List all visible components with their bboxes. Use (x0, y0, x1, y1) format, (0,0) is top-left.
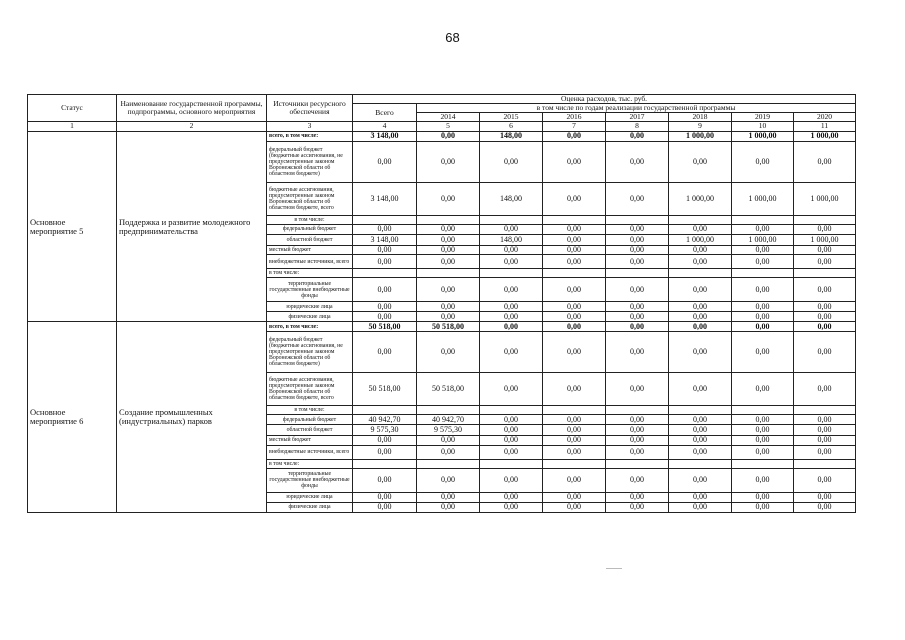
year-value-cell: 0,00 (480, 492, 543, 502)
funding-source-cell: физические лица (267, 502, 353, 512)
funding-source-cell: всего, в том числе: (267, 322, 353, 332)
year-value-cell: 0,00 (417, 445, 480, 459)
year-value-cell: 0,00 (732, 425, 794, 436)
year-value-cell: 9 575,30 (417, 425, 480, 436)
year-value-cell: 0,00 (543, 492, 606, 502)
total-value-cell: 9 575,30 (353, 425, 417, 436)
year-value-cell: 0,00 (606, 302, 669, 312)
year-value-cell: 0,00 (606, 224, 669, 234)
column-number: 9 (669, 121, 732, 131)
total-value-cell: 0,00 (353, 468, 417, 492)
year-value-cell: 0,00 (543, 312, 606, 322)
header-year: 2018 (669, 113, 732, 122)
table-row (28, 322, 856, 332)
total-value-cell: 3 148,00 (353, 182, 417, 215)
year-value-cell: 1 000,00 (794, 131, 856, 141)
year-value-cell (669, 269, 732, 278)
header-year: 2019 (732, 113, 794, 122)
year-value-cell (543, 459, 606, 468)
year-value-cell: 0,00 (669, 373, 732, 406)
measure-name-cell: Поддержка и развитие молодежного предпринимательства (117, 131, 267, 321)
year-value-cell: 0,00 (669, 468, 732, 492)
year-value-cell: 0,00 (543, 373, 606, 406)
total-value-cell: 0,00 (353, 502, 417, 512)
year-value-cell: 0,00 (732, 278, 794, 302)
year-value-cell: 0,00 (732, 468, 794, 492)
header-year: 2020 (794, 113, 856, 122)
year-value-cell (543, 269, 606, 278)
year-value-cell: 0,00 (794, 425, 856, 436)
year-value-cell: 0,00 (669, 445, 732, 459)
year-value-cell (669, 459, 732, 468)
year-value-cell: 0,00 (417, 468, 480, 492)
year-value-cell: 148,00 (480, 234, 543, 245)
year-value-cell: 0,00 (543, 278, 606, 302)
year-value-cell: 40 942,70 (417, 415, 480, 425)
total-value-cell (353, 215, 417, 224)
year-value-cell (480, 269, 543, 278)
year-value-cell (417, 459, 480, 468)
total-value-cell: 0,00 (353, 436, 417, 445)
year-value-cell: 0,00 (669, 332, 732, 373)
year-value-cell (732, 269, 794, 278)
funding-source-cell: федеральный бюджет (267, 415, 353, 425)
year-value-cell (732, 406, 794, 415)
year-value-cell: 0,00 (543, 502, 606, 512)
page-number: 68 (445, 30, 460, 45)
funding-source-cell: областной бюджет (267, 234, 353, 245)
year-value-cell: 0,00 (480, 255, 543, 269)
year-value-cell: 0,00 (669, 278, 732, 302)
year-value-cell: 148,00 (480, 131, 543, 141)
year-value-cell: 0,00 (543, 224, 606, 234)
year-value-cell: 0,00 (417, 278, 480, 302)
funding-source-cell: юридические лица (267, 302, 353, 312)
total-value-cell: 0,00 (353, 245, 417, 254)
header-year: 2017 (606, 113, 669, 122)
year-value-cell: 0,00 (606, 373, 669, 406)
year-value-cell (794, 406, 856, 415)
column-number: 11 (794, 121, 856, 131)
column-number: 7 (543, 121, 606, 131)
year-value-cell: 148,00 (480, 182, 543, 215)
scan-mark (606, 568, 622, 569)
funding-source-cell: федеральный бюджет (бюджетные ассигнования, не предусмотренные законом Воронежской области об областном бюджете) (267, 141, 353, 182)
year-value-cell: 0,00 (606, 234, 669, 245)
year-value-cell: 1 000,00 (794, 182, 856, 215)
year-value-cell: 0,00 (417, 131, 480, 141)
year-value-cell: 0,00 (732, 141, 794, 182)
total-value-cell: 0,00 (353, 332, 417, 373)
year-value-cell: 0,00 (480, 312, 543, 322)
funding-source-cell: внебюджетные источники, всего (267, 445, 353, 459)
year-value-cell: 0,00 (480, 373, 543, 406)
year-value-cell: 0,00 (669, 141, 732, 182)
header-year: 2015 (480, 113, 543, 122)
total-value-cell: 0,00 (353, 141, 417, 182)
year-value-cell: 0,00 (606, 332, 669, 373)
year-value-cell: 0,00 (480, 445, 543, 459)
year-value-cell: 0,00 (543, 436, 606, 445)
year-value-cell: 0,00 (669, 312, 732, 322)
year-value-cell: 0,00 (794, 224, 856, 234)
year-value-cell (606, 215, 669, 224)
year-value-cell: 0,00 (794, 141, 856, 182)
funding-source-cell: в том числе: (267, 269, 353, 278)
funding-source-cell: территориальные государственные внебюджетные фонды (267, 468, 353, 492)
measure-name-cell: Создание промышленных (индустриальных) парков (117, 322, 267, 512)
total-value-cell: 0,00 (353, 224, 417, 234)
year-value-cell: 0,00 (794, 502, 856, 512)
year-value-cell: 0,00 (732, 224, 794, 234)
header-year: 2014 (417, 113, 480, 122)
funding-source-cell: юридические лица (267, 492, 353, 502)
year-value-cell: 0,00 (480, 425, 543, 436)
year-value-cell: 0,00 (480, 436, 543, 445)
header-name: Наименование государственной программы, подпрограммы, основного мероприятия (117, 95, 267, 122)
year-value-cell (794, 215, 856, 224)
funding-source-cell: местный бюджет (267, 245, 353, 254)
year-value-cell: 0,00 (669, 425, 732, 436)
year-value-cell: 0,00 (417, 245, 480, 254)
year-value-cell (606, 459, 669, 468)
year-value-cell: 0,00 (794, 415, 856, 425)
year-value-cell: 0,00 (606, 278, 669, 302)
year-value-cell: 0,00 (417, 312, 480, 322)
column-number: 4 (353, 121, 417, 131)
funding-source-cell: федеральный бюджет (бюджетные ассигнования, не предусмотренные законом Воронежской области об областном бюджете) (267, 332, 353, 373)
year-value-cell: 0,00 (606, 502, 669, 512)
year-value-cell: 0,00 (794, 492, 856, 502)
total-value-cell: 0,00 (353, 312, 417, 322)
year-value-cell: 0,00 (606, 255, 669, 269)
year-value-cell: 0,00 (417, 141, 480, 182)
year-value-cell (417, 269, 480, 278)
year-value-cell: 1 000,00 (732, 131, 794, 141)
header-total: Всего (353, 104, 417, 122)
total-value-cell: 50 518,00 (353, 373, 417, 406)
funding-source-cell: федеральный бюджет (267, 224, 353, 234)
funding-source-cell: бюджетные ассигнования, предусмотренные законом Воронежской области об областном бюджете, всего (267, 182, 353, 215)
year-value-cell: 0,00 (417, 492, 480, 502)
funding-source-cell: в том числе: (267, 459, 353, 468)
year-value-cell: 0,00 (417, 502, 480, 512)
year-value-cell: 0,00 (794, 245, 856, 254)
column-number: 1 (28, 121, 117, 131)
year-value-cell: 0,00 (669, 502, 732, 512)
year-value-cell: 0,00 (543, 141, 606, 182)
year-value-cell: 0,00 (606, 141, 669, 182)
year-value-cell: 0,00 (606, 322, 669, 332)
header-source: Источники ресурсного обеспечения (267, 95, 353, 122)
year-value-cell: 0,00 (543, 332, 606, 373)
year-value-cell: 0,00 (543, 234, 606, 245)
year-value-cell: 0,00 (480, 322, 543, 332)
total-value-cell: 0,00 (353, 492, 417, 502)
header-estimate: Оценка расходов, тыс. руб. (353, 95, 856, 104)
year-value-cell: 0,00 (732, 415, 794, 425)
table-body (28, 131, 856, 512)
year-value-cell (669, 215, 732, 224)
year-value-cell: 0,00 (606, 492, 669, 502)
year-value-cell: 0,00 (732, 312, 794, 322)
year-value-cell: 0,00 (480, 278, 543, 302)
year-value-cell: 0,00 (732, 502, 794, 512)
total-value-cell: 0,00 (353, 445, 417, 459)
year-value-cell: 0,00 (794, 278, 856, 302)
year-value-cell (417, 215, 480, 224)
year-value-cell: 50 518,00 (417, 373, 480, 406)
year-value-cell: 0,00 (543, 322, 606, 332)
year-value-cell: 0,00 (732, 322, 794, 332)
year-value-cell: 0,00 (732, 492, 794, 502)
year-value-cell: 0,00 (480, 141, 543, 182)
year-value-cell: 50 518,00 (417, 322, 480, 332)
year-value-cell: 0,00 (480, 502, 543, 512)
header-year: 2016 (543, 113, 606, 122)
column-number: 3 (267, 121, 353, 131)
year-value-cell: 0,00 (669, 245, 732, 254)
funding-source-cell: физические лица (267, 312, 353, 322)
header-by-years: в том числе по годам реализации государственной программы (417, 104, 856, 113)
column-number: 5 (417, 121, 480, 131)
total-value-cell: 3 148,00 (353, 131, 417, 141)
year-value-cell: 0,00 (543, 302, 606, 312)
year-value-cell: 0,00 (606, 415, 669, 425)
year-value-cell: 0,00 (543, 255, 606, 269)
year-value-cell: 0,00 (417, 224, 480, 234)
status-cell: Основное мероприятие 5 (28, 131, 117, 321)
status-cell: Основное мероприятие 6 (28, 322, 117, 512)
total-value-cell (353, 269, 417, 278)
year-value-cell (732, 459, 794, 468)
year-value-cell: 0,00 (417, 182, 480, 215)
year-value-cell: 0,00 (606, 245, 669, 254)
year-value-cell: 1 000,00 (732, 182, 794, 215)
year-value-cell (543, 406, 606, 415)
year-value-cell: 0,00 (732, 302, 794, 312)
year-value-cell: 0,00 (732, 255, 794, 269)
column-number: 10 (732, 121, 794, 131)
column-number: 6 (480, 121, 543, 131)
year-value-cell: 1 000,00 (669, 182, 732, 215)
year-value-cell: 0,00 (794, 255, 856, 269)
year-value-cell: 0,00 (732, 245, 794, 254)
table-row (28, 131, 856, 141)
year-value-cell: 0,00 (732, 445, 794, 459)
total-value-cell: 0,00 (353, 302, 417, 312)
column-number: 8 (606, 121, 669, 131)
funding-source-cell: в том числе: (267, 406, 353, 415)
total-value-cell (353, 406, 417, 415)
year-value-cell: 0,00 (417, 436, 480, 445)
year-value-cell: 0,00 (606, 468, 669, 492)
budget-table (27, 94, 856, 513)
year-value-cell: 0,00 (794, 436, 856, 445)
year-value-cell: 1 000,00 (732, 234, 794, 245)
year-value-cell (606, 269, 669, 278)
funding-source-cell: всего, в том числе: (267, 131, 353, 141)
year-value-cell: 1 000,00 (669, 234, 732, 245)
year-value-cell: 0,00 (417, 332, 480, 373)
year-value-cell: 0,00 (794, 468, 856, 492)
year-value-cell: 0,00 (794, 445, 856, 459)
year-value-cell: 0,00 (606, 312, 669, 322)
year-value-cell: 0,00 (669, 224, 732, 234)
year-value-cell: 0,00 (480, 332, 543, 373)
year-value-cell: 0,00 (543, 182, 606, 215)
year-value-cell: 0,00 (606, 131, 669, 141)
funding-source-cell: территориальные государственные внебюджетные фонды (267, 278, 353, 302)
year-value-cell: 0,00 (543, 415, 606, 425)
year-value-cell: 0,00 (480, 245, 543, 254)
total-value-cell (353, 459, 417, 468)
year-value-cell: 1 000,00 (794, 234, 856, 245)
total-value-cell: 0,00 (353, 278, 417, 302)
year-value-cell: 0,00 (606, 182, 669, 215)
year-value-cell: 0,00 (732, 373, 794, 406)
year-value-cell: 0,00 (543, 468, 606, 492)
year-value-cell: 0,00 (732, 436, 794, 445)
year-value-cell: 0,00 (480, 468, 543, 492)
column-number: 2 (117, 121, 267, 131)
funding-source-cell: в том числе: (267, 215, 353, 224)
funding-source-cell: внебюджетные источники, всего (267, 255, 353, 269)
year-value-cell: 0,00 (669, 322, 732, 332)
year-value-cell (732, 215, 794, 224)
year-value-cell (794, 459, 856, 468)
year-value-cell (417, 406, 480, 415)
year-value-cell: 0,00 (669, 415, 732, 425)
table-header (28, 95, 856, 132)
year-value-cell: 0,00 (669, 436, 732, 445)
year-value-cell: 0,00 (543, 425, 606, 436)
year-value-cell: 0,00 (794, 322, 856, 332)
header-status: Статус (28, 95, 117, 122)
total-value-cell: 3 148,00 (353, 234, 417, 245)
year-value-cell: 0,00 (606, 445, 669, 459)
year-value-cell (669, 406, 732, 415)
year-value-cell: 0,00 (543, 445, 606, 459)
year-value-cell: 1 000,00 (669, 131, 732, 141)
year-value-cell: 0,00 (794, 332, 856, 373)
year-value-cell: 0,00 (543, 245, 606, 254)
year-value-cell: 0,00 (417, 234, 480, 245)
year-value-cell: 0,00 (480, 224, 543, 234)
year-value-cell: 0,00 (669, 255, 732, 269)
year-value-cell: 0,00 (480, 302, 543, 312)
year-value-cell: 0,00 (732, 332, 794, 373)
year-value-cell (480, 459, 543, 468)
year-value-cell: 0,00 (543, 131, 606, 141)
year-value-cell: 0,00 (606, 425, 669, 436)
year-value-cell: 0,00 (794, 302, 856, 312)
year-value-cell (480, 215, 543, 224)
year-value-cell: 0,00 (669, 302, 732, 312)
year-value-cell: 0,00 (480, 415, 543, 425)
year-value-cell: 0,00 (794, 373, 856, 406)
year-value-cell: 0,00 (417, 255, 480, 269)
year-value-cell: 0,00 (417, 302, 480, 312)
year-value-cell (543, 215, 606, 224)
total-value-cell: 40 942,70 (353, 415, 417, 425)
year-value-cell: 0,00 (606, 436, 669, 445)
year-value-cell (480, 406, 543, 415)
total-value-cell: 50 518,00 (353, 322, 417, 332)
total-value-cell: 0,00 (353, 255, 417, 269)
funding-source-cell: областной бюджет (267, 425, 353, 436)
funding-source-cell: местный бюджет (267, 436, 353, 445)
funding-source-cell: бюджетные ассигнования, предусмотренные законом Воронежской области об областном бюджете, всего (267, 373, 353, 406)
year-value-cell: 0,00 (669, 492, 732, 502)
year-value-cell (794, 269, 856, 278)
year-value-cell (606, 406, 669, 415)
year-value-cell: 0,00 (794, 312, 856, 322)
